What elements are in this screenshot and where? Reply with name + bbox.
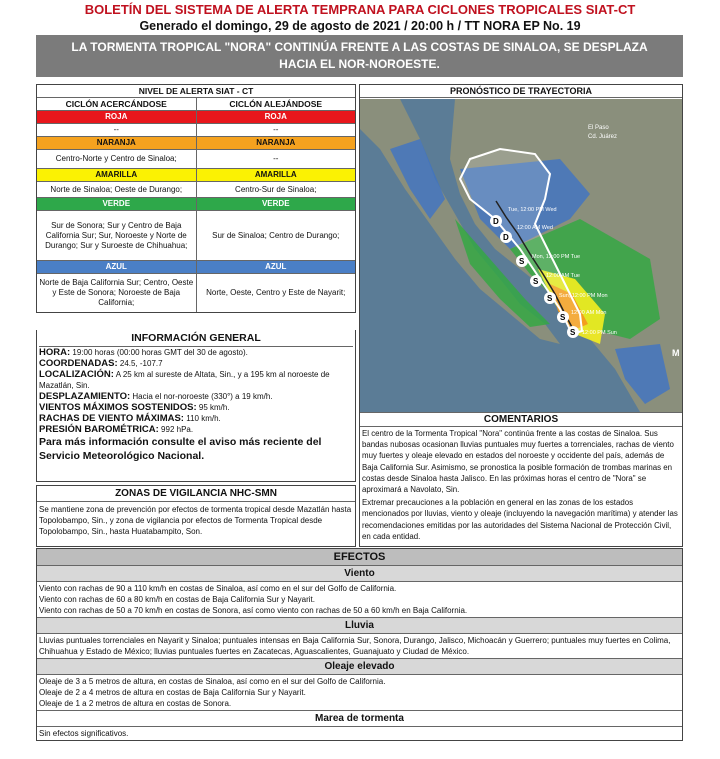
- svg-text:D: D: [503, 233, 509, 242]
- roja-away-value: --: [273, 125, 279, 134]
- oleaje-text: [37, 675, 682, 711]
- effects-title: EFECTOS: [37, 549, 682, 566]
- map-label-side: M: [672, 348, 680, 358]
- verde-approach-value: Sur de Sonora; Sur y Centro de Baja California Sur; Sur, Noroeste y Norte de Durango; Sur y Suroeste de Chihuahua;: [37, 211, 197, 260]
- comments-section: [360, 412, 682, 543]
- oleaje-line-2: Oleaje de 2 a 4 metros de altura en costas de Baja California Sur y Nayarit.: [39, 688, 306, 697]
- oleaje-line-1: Oleaje de 3 a 5 metros de altura, en costas de Sinaloa, así como en el sur del Golfo de California.: [39, 677, 386, 686]
- level-azul-approach: AZUL: [37, 261, 197, 273]
- track-map-svg: [360, 99, 682, 412]
- track-map: [360, 99, 682, 412]
- map-label-ciudad-juarez: Cd. Juárez: [588, 134, 618, 140]
- banner-line-2: HACIA EL NOR-NOROESTE.: [279, 57, 440, 71]
- amarilla-approach-value: Norte de Sinaloa; Oeste de Durango;: [37, 182, 197, 197]
- track-marker-s-2: [530, 275, 542, 287]
- watch-zones-text: Se mantiene zona de prevención por efectos de tormenta tropical desde Mazatlán hasta Topolobampo, Sin., y zona de vigilancia por efectos de Tormenta Tropical desde Topolobampo, Sin., hasta Huatabampito, Son.: [39, 505, 352, 536]
- level-verde-approach: VERDE: [37, 198, 197, 210]
- track-label-4: 12:00 AM Tue: [546, 273, 580, 279]
- level-amarilla-away: AMARILLA: [197, 169, 356, 181]
- bulletin-subtitle: Generado el domingo, 29 de agosto de 2021 / 20:00 h / TT NORA EP No. 19: [139, 19, 581, 33]
- svg-text:S: S: [533, 277, 539, 286]
- verde-away-value: Sur de Sinaloa; Centro de Durango;: [212, 230, 340, 240]
- svg-text:S: S: [560, 313, 566, 322]
- track-marker-d-2: [500, 231, 512, 243]
- level-roja-approach: ROJA: [37, 111, 197, 123]
- info-rachas: RACHAS DE VIENTO MÁXIMAS: 110 km/h.: [39, 413, 221, 424]
- track-label-2: 12:00 AM Wed: [517, 225, 553, 231]
- track-marker-s-5: [567, 326, 579, 338]
- naranja-approach-value: Centro-Norte y Centro de Sinaloa;: [37, 150, 197, 168]
- level-roja-away: ROJA: [197, 111, 356, 123]
- lluvia-title: Lluvia: [37, 618, 682, 634]
- level-naranja-away: NARANJA: [197, 137, 356, 149]
- oleaje-line-3: Oleaje de 1 a 2 metros de altura en costas de Sonora.: [39, 699, 232, 708]
- viento-title: Viento: [37, 566, 682, 582]
- azul-away-value: Norte, Oeste, Centro y Este de Nayarit;: [206, 288, 346, 297]
- info-vientos: VIENTOS MÁXIMOS SOSTENIDOS: 95 km/h.: [39, 402, 230, 413]
- viento-line-3: Viento con rachas de 50 a 70 km/h en costas de Sonora, así como viento con rachas de 50 a 60 km/h en Baja California.: [39, 606, 468, 615]
- marea-title: Marea de tormenta: [37, 711, 682, 727]
- comments-title: COMENTARIOS: [360, 412, 682, 427]
- level-naranja-approach: NARANJA: [37, 137, 197, 149]
- svg-text:D: D: [493, 217, 499, 226]
- viento-text: [37, 582, 682, 618]
- azul-approach-value: Norte de Baja California Sur; Centro, Oeste y Este de Sonora; Noroeste de Baja California;: [37, 274, 197, 312]
- naranja-away-value: --: [273, 154, 279, 163]
- effects-section: [36, 548, 683, 741]
- track-marker-s-1: [516, 255, 528, 267]
- track-label-3: Mon, 12:00 PM Tue: [532, 254, 580, 260]
- general-info-panel: [36, 330, 356, 482]
- level-azul-away: AZUL: [197, 261, 356, 273]
- track-label-5: Sun, 12:00 PM Mon: [559, 293, 608, 299]
- headline-banner: [36, 35, 683, 77]
- oleaje-title: Oleaje elevado: [37, 659, 682, 675]
- track-label-6: 12:00 AM Mon: [571, 310, 607, 316]
- watch-zones-panel: [36, 485, 356, 547]
- level-verde-away: VERDE: [197, 198, 356, 210]
- bulletin-title: BOLETÍN DEL SISTEMA DE ALERTA TEMPRANA PARA CICLONES TROPICALES SIAT-CT: [84, 2, 636, 17]
- track-marker-d-1: [490, 215, 502, 227]
- comments-text-2: Extremar precauciones a la población en general en las zonas de los estados mencionados por lluvias, viento y oleaje (incluyendo la navegación marítima) y atender las recomendaciones emitidas por las autoridades del Sistema Nacional de Protección Civil, en cada entidad.: [362, 498, 678, 541]
- general-info-title: INFORMACIÓN GENERAL: [39, 330, 353, 347]
- alert-table-title: NIVEL DE ALERTA SIAT - CT: [138, 86, 254, 96]
- forecast-panel: [359, 84, 683, 547]
- lluvia-text: Lluvias puntuales torrenciales en Nayarit y Sinaloa; puntuales intensas en Baja California Sur, Sonora, Durango, Jalisco, Michoacán y Guerrero; puntuales muy fuertes en Colima, Chihuahua y Estado de México; lluvias puntuales fuertes en Zacatecas, Aguascalientes, Guanajuato y Ciudad de México.: [37, 634, 682, 659]
- track-marker-s-3: [544, 292, 556, 304]
- map-label-el-paso: El Paso: [588, 125, 609, 131]
- banner-line-1: LA TORMENTA TROPICAL "NORA" CONTINÚA FRENTE A LAS COSTAS DE SINALOA, SE DESPLAZA: [71, 40, 648, 54]
- comments-text-1: El centro de la Tormenta Tropical "Nora" continúa frente a las costas de Sinaloa. Sus bandas nubosas ocasionan lluvias puntuales muy fuertes a torrenciales, rachas de viento muy fuertes y oleaje elevado en estados del noroeste y occidente del país, además de Baja California Sur. Asimismo, se pronostica la posible formación de trombas marinas en costas desde Sinaloa hasta Jalisco. En las próximas horas el centro de "Nora" se aproximará a Navolato, Sin.: [362, 429, 674, 495]
- watch-zones-title: ZONAS DE VIGILANCIA NHC-SMN: [37, 486, 355, 502]
- svg-text:S: S: [547, 294, 553, 303]
- col-away-header: CICLÓN ALEJÁNDOSE: [229, 99, 323, 109]
- info-desplazamiento: DESPLAZAMIENTO: Hacia el nor-noroeste (330°) a 19 km/h.: [39, 391, 273, 402]
- viento-line-2: Viento con rachas de 60 a 80 km/h en costas de Baja California Sur y Nayarit.: [39, 595, 316, 604]
- col-approach-header: CICLÓN ACERCÁNDOSE: [37, 98, 197, 110]
- marea-text: Sin efectos significativos.: [39, 729, 129, 738]
- info-presion: PRESIÓN BAROMÉTRICA: 992 hPa.: [39, 424, 194, 435]
- info-aviso: Para más información consulte el aviso más reciente del Servicio Meteorológico Nacional.: [39, 436, 322, 462]
- svg-text:S: S: [570, 328, 576, 337]
- track-marker-s-4: [557, 311, 569, 323]
- roja-approach-value: --: [37, 124, 197, 136]
- info-hora: HORA: 19:00 horas (00:00 horas GMT del 30 de agosto).: [39, 347, 248, 358]
- info-coordenadas: COORDENADAS: 24.5, -107.7: [39, 358, 163, 369]
- viento-line-1: Viento con rachas de 90 a 110 km/h en costas de Sinaloa, así como en el sur del Golfo de California.: [39, 584, 397, 593]
- track-label-7: 12:00 PM Sun: [582, 330, 617, 336]
- forecast-title: PRONÓSTICO DE TRAYECTORIA: [360, 85, 682, 98]
- svg-text:S: S: [519, 257, 525, 266]
- track-label-1: Tue, 12:00 PM Wed: [508, 207, 557, 213]
- alert-level-table: [36, 84, 356, 313]
- amarilla-away-value: Centro-Sur de Sinaloa;: [235, 184, 317, 194]
- level-amarilla-approach: AMARILLA: [37, 169, 197, 181]
- info-localizacion: LOCALIZACIÓN: A 25 km al sureste de Altata, Sin., y a 195 km al noroeste de Mazatlán, Sin.: [39, 369, 330, 390]
